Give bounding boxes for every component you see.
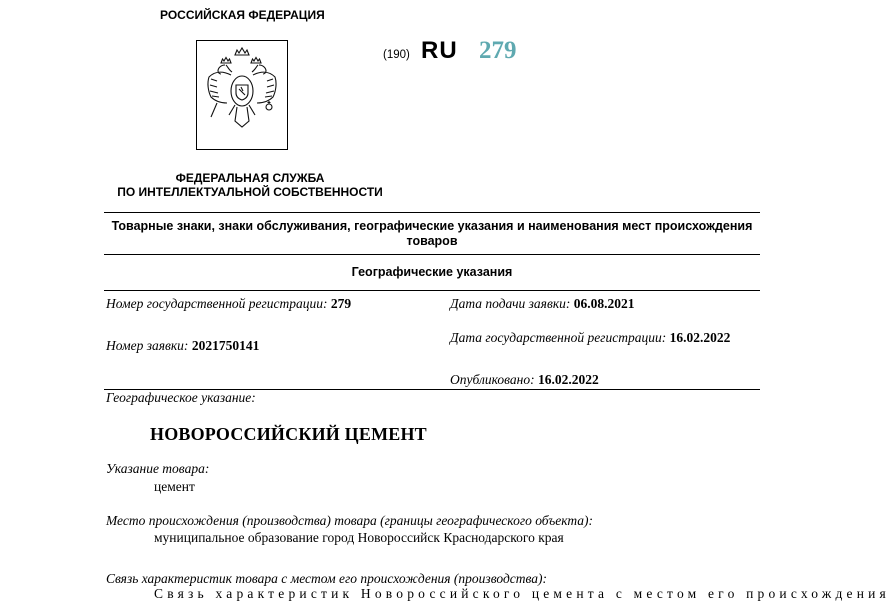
product-value: цемент [154,479,195,494]
indication-label: Географическое указание: [106,390,256,405]
origin-value: муниципальное образование город Новороссийск Краснодарского края [154,530,564,545]
product-label: Указание товара: [106,461,210,476]
filing-date-value: 06.08.2021 [573,296,635,311]
coat-of-arms-frame [196,40,288,150]
country-name: РОССИЙСКАЯ ФЕДЕРАЦИЯ [160,8,325,22]
reg-number-label: Номер государственной регистрации: [106,296,328,311]
reg-date-label: Дата государственной регистрации: [450,330,667,345]
published-label: Опубликовано: [450,372,535,387]
section-title: Товарные знаки, знаки обслуживания, географические указания и наименования мест происхождения товаров [111,219,753,248]
agency-name [60,171,440,199]
filing-date-label: Дата подачи заявки: [450,296,571,311]
document-number: 279 [479,37,517,64]
reg-number-value: 279 [330,296,352,311]
filing-date-field [450,296,635,312]
double-headed-eagle-icon [197,41,287,149]
divider-middle [104,254,760,255]
agency-line-2: ПО ИНТЕЛЛЕКТУАЛЬНОЙ СОБСТВЕННОСТИ [117,185,383,199]
origin-label: Место происхождения (производства) товара (границы географического объекта): [106,513,594,528]
section-subtitle: Географические указания [351,265,513,279]
relation-value: Связь характеристик Новороссийского цемента с местом его происхождения [154,586,890,601]
relation-label: Связь характеристик товара с местом его происхождения (производства): [106,571,548,586]
published-field [450,372,599,388]
reg-number-field [106,296,351,312]
inid-code-190: (190) [383,49,410,61]
reg-date-value: 16.02.2022 [669,330,731,345]
application-number-value: 2021750141 [191,338,260,353]
country-code: RU [421,37,458,64]
application-number-field [106,338,259,354]
divider-top [104,212,760,213]
reg-date-field [450,330,730,346]
indication-name: НОВОРОССИЙСКИЙ ЦЕМЕНТ [150,424,427,444]
application-number-label: Номер заявки: [106,338,189,353]
agency-line-1: ФЕДЕРАЛЬНАЯ СЛУЖБА [175,171,325,185]
published-value: 16.02.2022 [537,372,599,387]
divider-bottom [104,290,760,291]
